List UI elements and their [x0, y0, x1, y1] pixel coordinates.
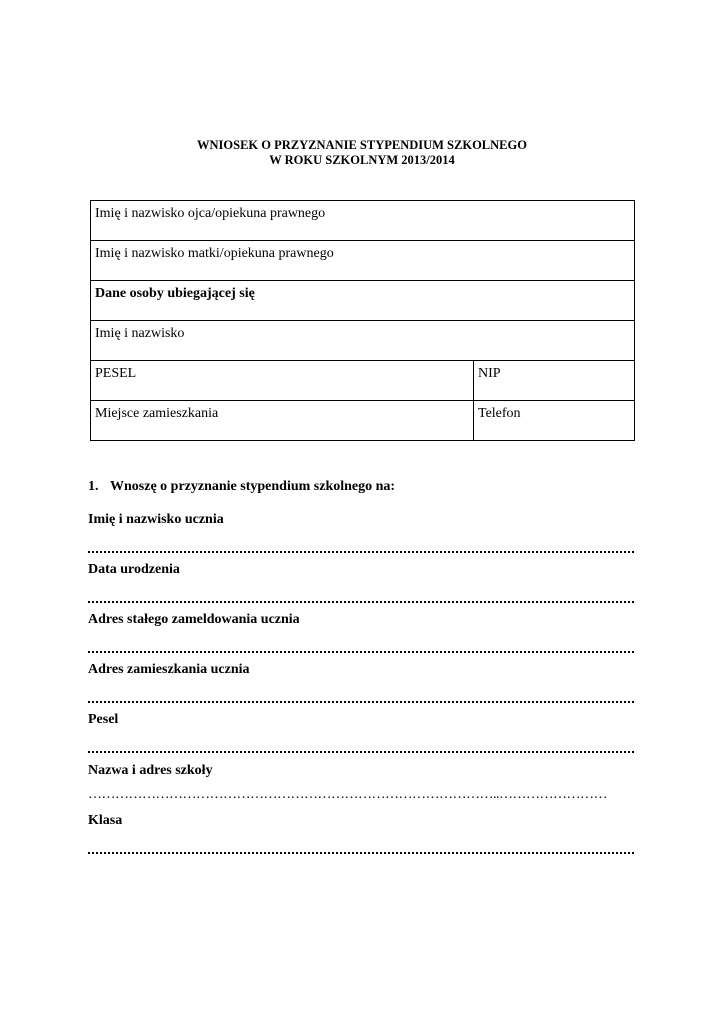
field-label: Data urodzenia — [88, 562, 180, 577]
section-heading — [88, 478, 395, 496]
residence-cell[interactable]: Miejsce zamieszkania — [91, 401, 474, 441]
table-row — [91, 361, 635, 401]
dotted-fill-line[interactable] — [88, 537, 634, 553]
applicant-data-table — [90, 200, 635, 441]
title-line-1: WNIOSEK O PRZYZNANIE STYPENDIUM SZKOLNEGO — [197, 138, 527, 152]
field-label: Adres stałego zameldowania ucznia — [88, 612, 300, 627]
father-name-cell[interactable]: Imię i nazwisko ojca/opiekuna prawnego — [91, 201, 635, 241]
ellipsis-fill-line[interactable]: ………………………………………………………………………………..…………………… — [88, 788, 607, 802]
table-row — [91, 321, 635, 361]
table-row — [91, 201, 635, 241]
dotted-fill-line[interactable] — [88, 838, 634, 854]
title-line-2: W ROKU SZKOLNYM 2013/2014 — [269, 153, 455, 167]
residence-address-field — [88, 661, 634, 703]
mother-name-cell[interactable]: Imię i nazwisko matki/opiekuna prawnego — [91, 241, 635, 281]
student-name-field — [88, 511, 634, 553]
nip-cell[interactable]: NIP — [474, 361, 635, 401]
section-heading-text: Wnoszę o przyznanie stypendium szkolnego na: — [110, 479, 396, 494]
student-pesel-field — [88, 711, 634, 753]
class-field — [88, 812, 634, 854]
birth-date-field — [88, 561, 634, 603]
document-title — [0, 138, 724, 168]
field-label: Pesel — [88, 712, 119, 727]
dotted-fill-line[interactable] — [88, 637, 634, 653]
table-row — [91, 241, 635, 281]
table-row — [91, 281, 635, 321]
field-label: Imię i nazwisko ucznia — [88, 512, 224, 527]
table-row — [91, 401, 635, 441]
pesel-cell[interactable]: PESEL — [91, 361, 474, 401]
school-name-field — [88, 762, 634, 802]
applicant-name-cell[interactable]: Imię i nazwisko — [91, 321, 635, 361]
dotted-fill-line[interactable] — [88, 737, 634, 753]
field-label: Nazwa i adres szkoły — [88, 763, 213, 778]
phone-cell[interactable]: Telefon — [474, 401, 635, 441]
dotted-fill-line[interactable] — [88, 587, 634, 603]
section-number: 1. — [88, 479, 99, 494]
applicant-header-cell: Dane osoby ubiegającej się — [91, 281, 635, 321]
field-label: Klasa — [88, 813, 123, 828]
dotted-fill-line[interactable] — [88, 687, 634, 703]
field-label: Adres zamieszkania ucznia — [88, 662, 250, 677]
permanent-address-field — [88, 611, 634, 653]
